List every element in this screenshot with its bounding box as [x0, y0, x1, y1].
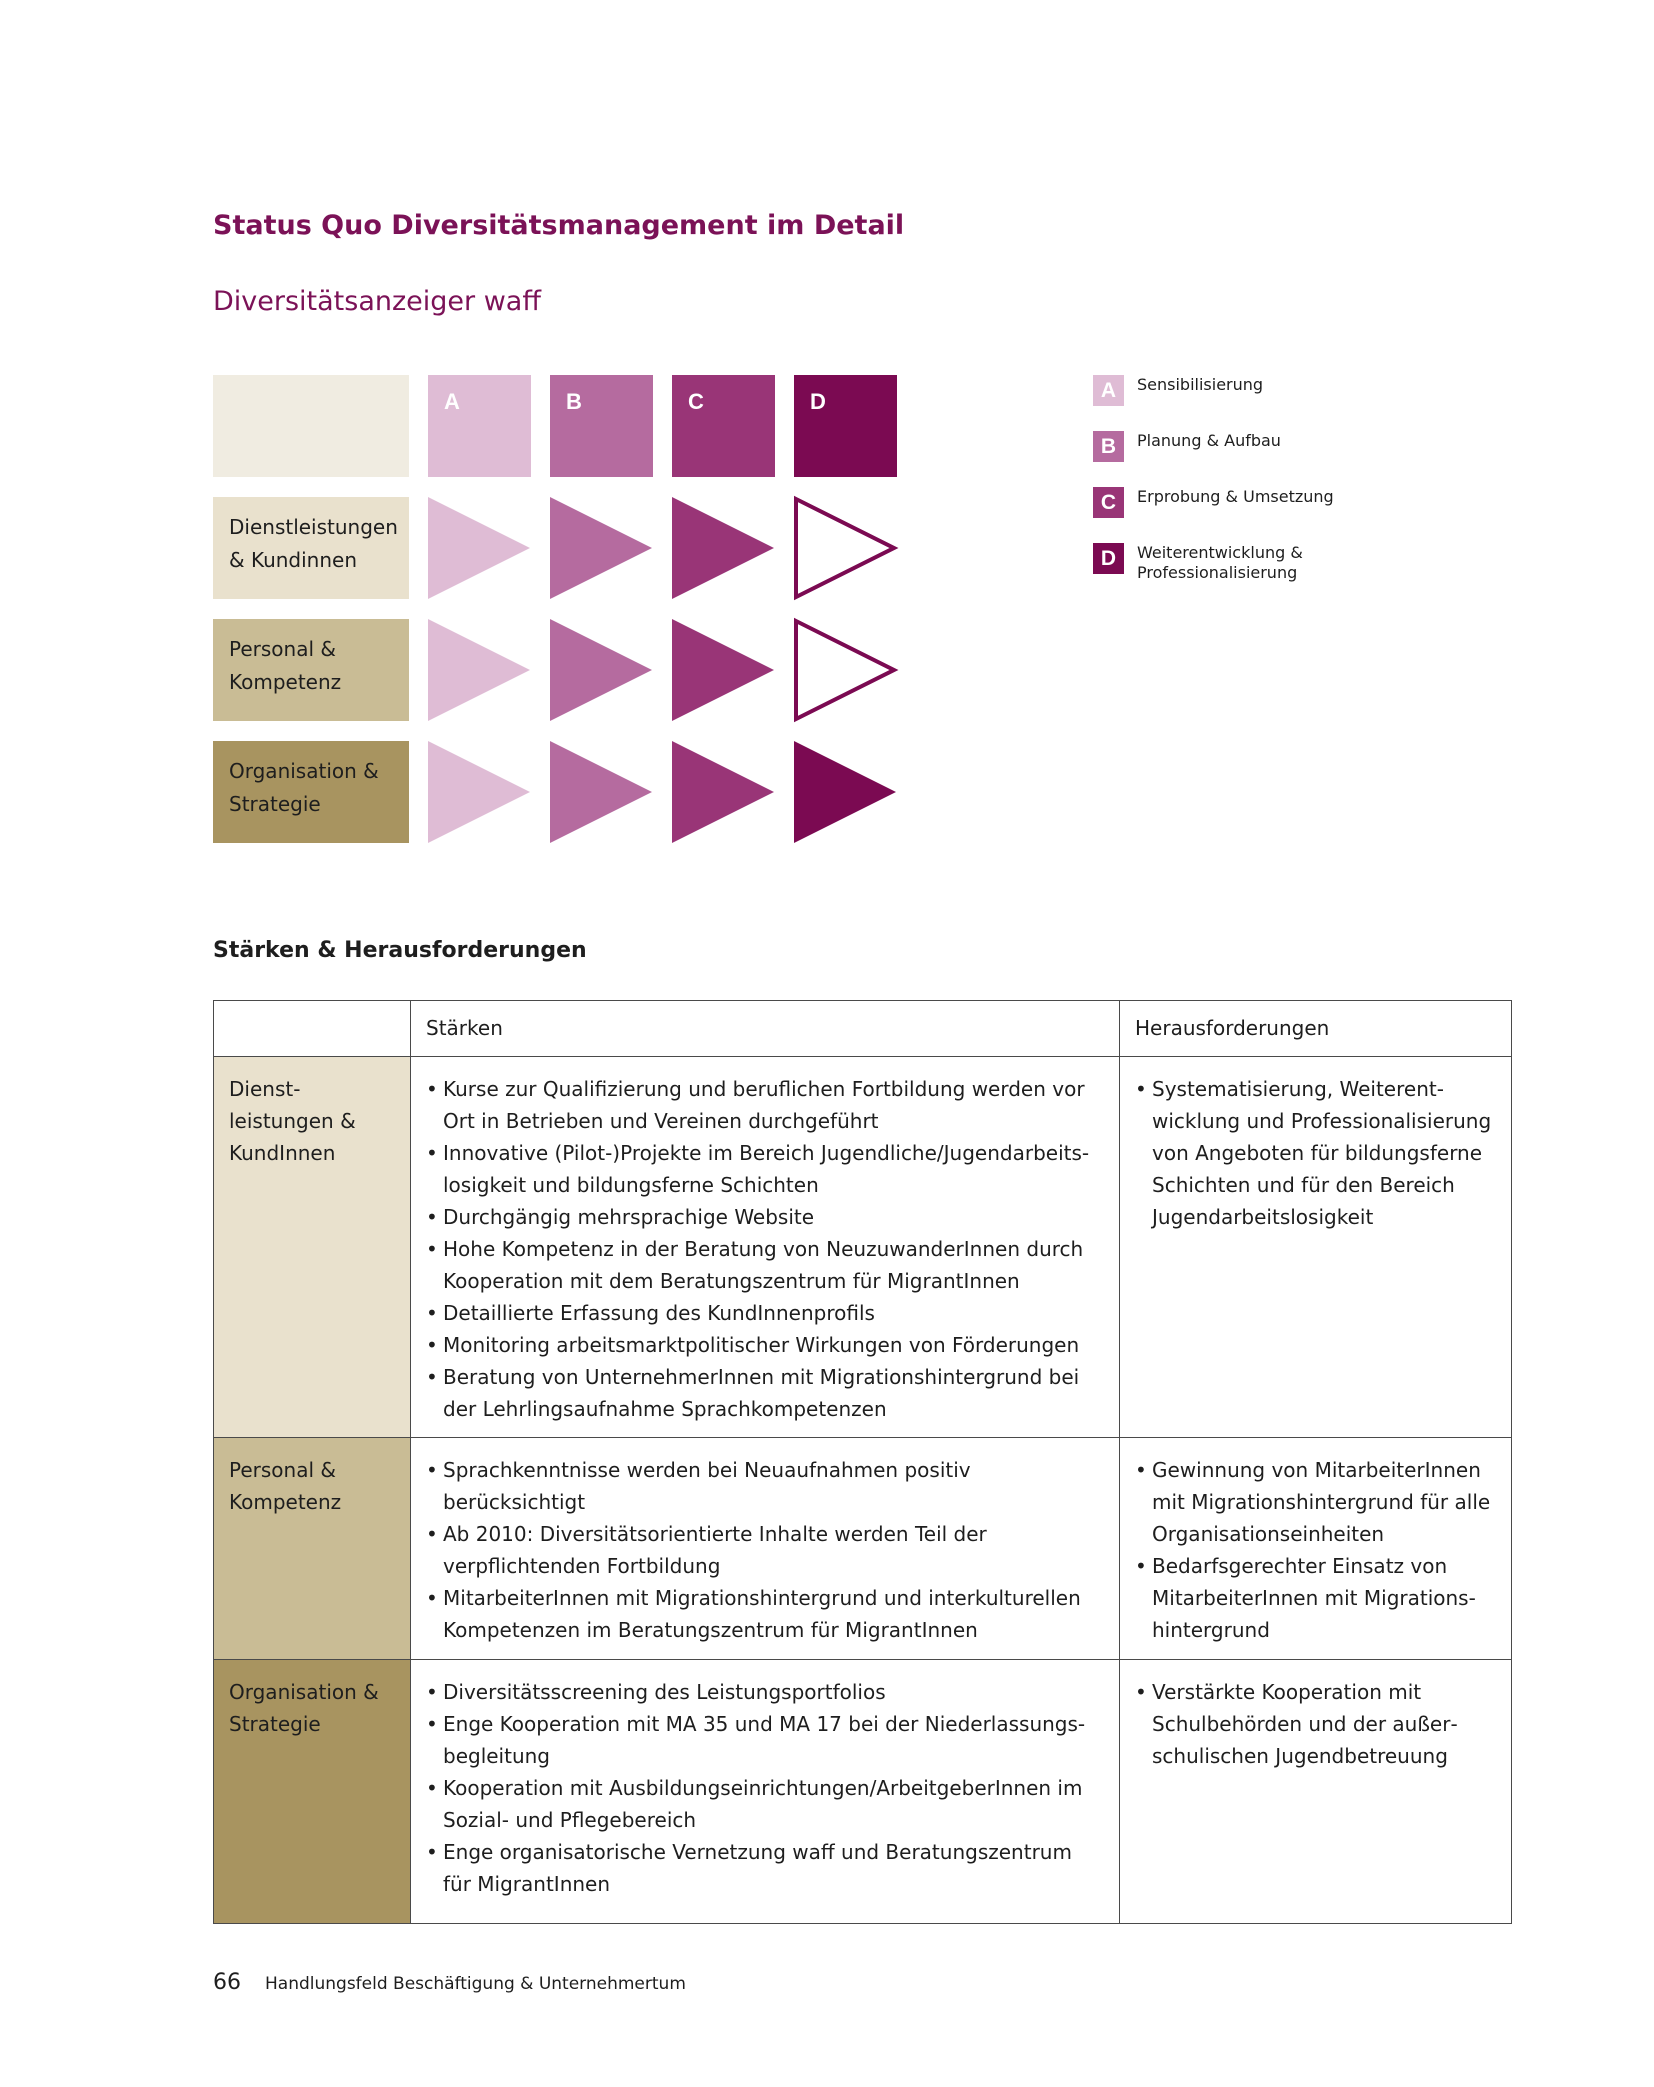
list-item: • Hohe Kompetenz in der Beratung von NeuzuwanderInnen durch Kooperation mit dem Beratungszentrum für MigrantInnen	[426, 1233, 1104, 1297]
footer-section-title: Handlungsfeld Beschäftigung & Unternehmertum	[265, 1974, 686, 1994]
list-item: • Diversitätsscreening des Leistungsportfolios	[426, 1676, 1104, 1708]
level-triangle-b	[550, 497, 652, 599]
level-triangle-d-outline	[796, 499, 894, 597]
list-item: • Enge Kooperation mit MA 35 und MA 17 bei der Niederlassungsbegleitung	[426, 1708, 1104, 1772]
list-item: • Detaillierte Erfassung des KundInnenprofils	[426, 1297, 1104, 1329]
challenges-cell	[1120, 1057, 1512, 1438]
level-header-letter: D	[810, 389, 826, 414]
level-triangle-d-outline	[796, 621, 894, 719]
list-item: • MitarbeiterInnen mit Migrationshintergrund und interkulturellen Kompetenzen im Beratungszentrum für MigrantInnen	[426, 1582, 1104, 1646]
level-triangle-c	[672, 619, 774, 721]
page-subtitle: Diversitätsanzeiger waff	[213, 286, 541, 317]
list-item: • Beratung von UnternehmerInnen mit Migrationshintergrund bei der Lehrlingsaufnahme Sprachkompetenzen	[426, 1361, 1104, 1425]
legend-label: Planung & Aufbau	[1137, 431, 1281, 450]
category-label-line: Organisation &	[229, 759, 379, 783]
list-item: • Sprachkenntnisse werden bei Neuaufnahmen positiv berücksichtigt	[426, 1454, 1104, 1518]
category-label-line: Strategie	[229, 792, 321, 816]
list-item: • Kooperation mit Ausbildungseinrichtungen/ArbeitgeberInnen im Sozial- und Pflegebereich	[426, 1772, 1104, 1836]
level-triangle-b	[550, 619, 652, 721]
table-header-row	[214, 1001, 1512, 1057]
level-header-letter: A	[444, 389, 460, 414]
level-triangle-c	[672, 497, 774, 599]
list-item: • Kurse zur Qualifizierung und beruflichen Fortbildung werden vor Ort in Betrieben und Vereinen durchgeführt	[426, 1073, 1104, 1137]
list-item: • Monitoring arbeitsmarktpolitischer Wirkungen von Förderungen	[426, 1329, 1104, 1361]
row-label-personal: Personal & Kompetenz	[214, 1438, 411, 1660]
level-header-letter: C	[688, 389, 704, 414]
challenges-cell	[1120, 1660, 1512, 1924]
legend-label: Erprobung & Umsetzung	[1137, 487, 1334, 506]
list-item: • Durchgängig mehrsprachige Website	[426, 1201, 1104, 1233]
level-triangle-c	[672, 741, 774, 843]
list-item: • Bedarfsgerechter Einsatz von MitarbeiterInnen mit Migrationshintergrund	[1135, 1550, 1496, 1646]
level-triangle-a	[428, 497, 530, 599]
table-row	[214, 1438, 1512, 1660]
category-label-line: Personal &	[229, 637, 336, 661]
strengths-cell	[411, 1438, 1120, 1660]
category-label-line: Dienstleistungen	[229, 515, 398, 539]
table-header-empty	[214, 1001, 411, 1057]
strengths-challenges-table	[213, 1000, 1512, 1924]
diversity-indicator-grid	[213, 375, 913, 845]
legend-label: Weiterentwicklung & Professionalisierung	[1137, 543, 1303, 582]
row-label-organisation: Organisation & Strategie	[214, 1660, 411, 1924]
table-header-strengths: Stärken	[411, 1001, 1120, 1057]
legend-item-c	[1093, 487, 1393, 527]
legend-label: Sensibilisierung	[1137, 375, 1264, 394]
level-header-letter: B	[566, 389, 582, 414]
page-title: Status Quo Diversitätsmanagement im Detail	[213, 210, 905, 241]
legend-item-a	[1093, 375, 1393, 415]
indicator-triangles	[213, 375, 913, 845]
level-triangle-b	[550, 741, 652, 843]
level-triangle-d	[794, 741, 896, 843]
table-row	[214, 1057, 1512, 1438]
legend-swatch: B	[1093, 431, 1124, 462]
table-header-challenges: Herausforderungen	[1120, 1001, 1512, 1057]
list-item: • Enge organisatorische Vernetzung waff und Beratungszentrum für MigrantInnen	[426, 1836, 1104, 1900]
list-item: • Ab 2010: Diversitätsorientierte Inhalte werden Teil der verpflichtenden Fortbildung	[426, 1518, 1104, 1582]
legend-swatch: A	[1093, 375, 1124, 406]
legend-swatch: C	[1093, 487, 1124, 518]
challenges-cell	[1120, 1438, 1512, 1660]
legend-item-b	[1093, 431, 1393, 471]
legend-swatch: D	[1093, 543, 1124, 574]
list-item: • Innovative (Pilot-)Projekte im Bereich Jugendliche/Jugendarbeitslosigkeit und bildungsferne Schichten	[426, 1137, 1104, 1201]
list-item: • Gewinnung von MitarbeiterInnen mit Migrationshintergrund für alle Organisationseinheiten	[1135, 1454, 1496, 1550]
legend-item-d	[1093, 543, 1393, 583]
strengths-cell	[411, 1057, 1120, 1438]
section-title: Stärken & Herausforderungen	[213, 938, 587, 963]
list-item: • Systematisierung, Weiterentwicklung und Professionalisierung von Angeboten für bildungsferne Schichten und für den Bereich Jugendarbeitslosigkeit	[1135, 1073, 1496, 1233]
category-label-line: Kompetenz	[229, 670, 342, 694]
strengths-cell	[411, 1660, 1120, 1924]
level-triangle-a	[428, 741, 530, 843]
page-number: 66	[213, 1970, 241, 1995]
table-row	[214, 1660, 1512, 1924]
category-label-line: & Kundinnen	[229, 548, 358, 572]
row-label-dienstleistungen: Dienst- leistungen & KundInnen	[214, 1057, 411, 1438]
level-triangle-a	[428, 619, 530, 721]
list-item: • Verstärkte Kooperation mit Schulbehörden und der außerschulischen Jugendbetreuung	[1135, 1676, 1496, 1772]
